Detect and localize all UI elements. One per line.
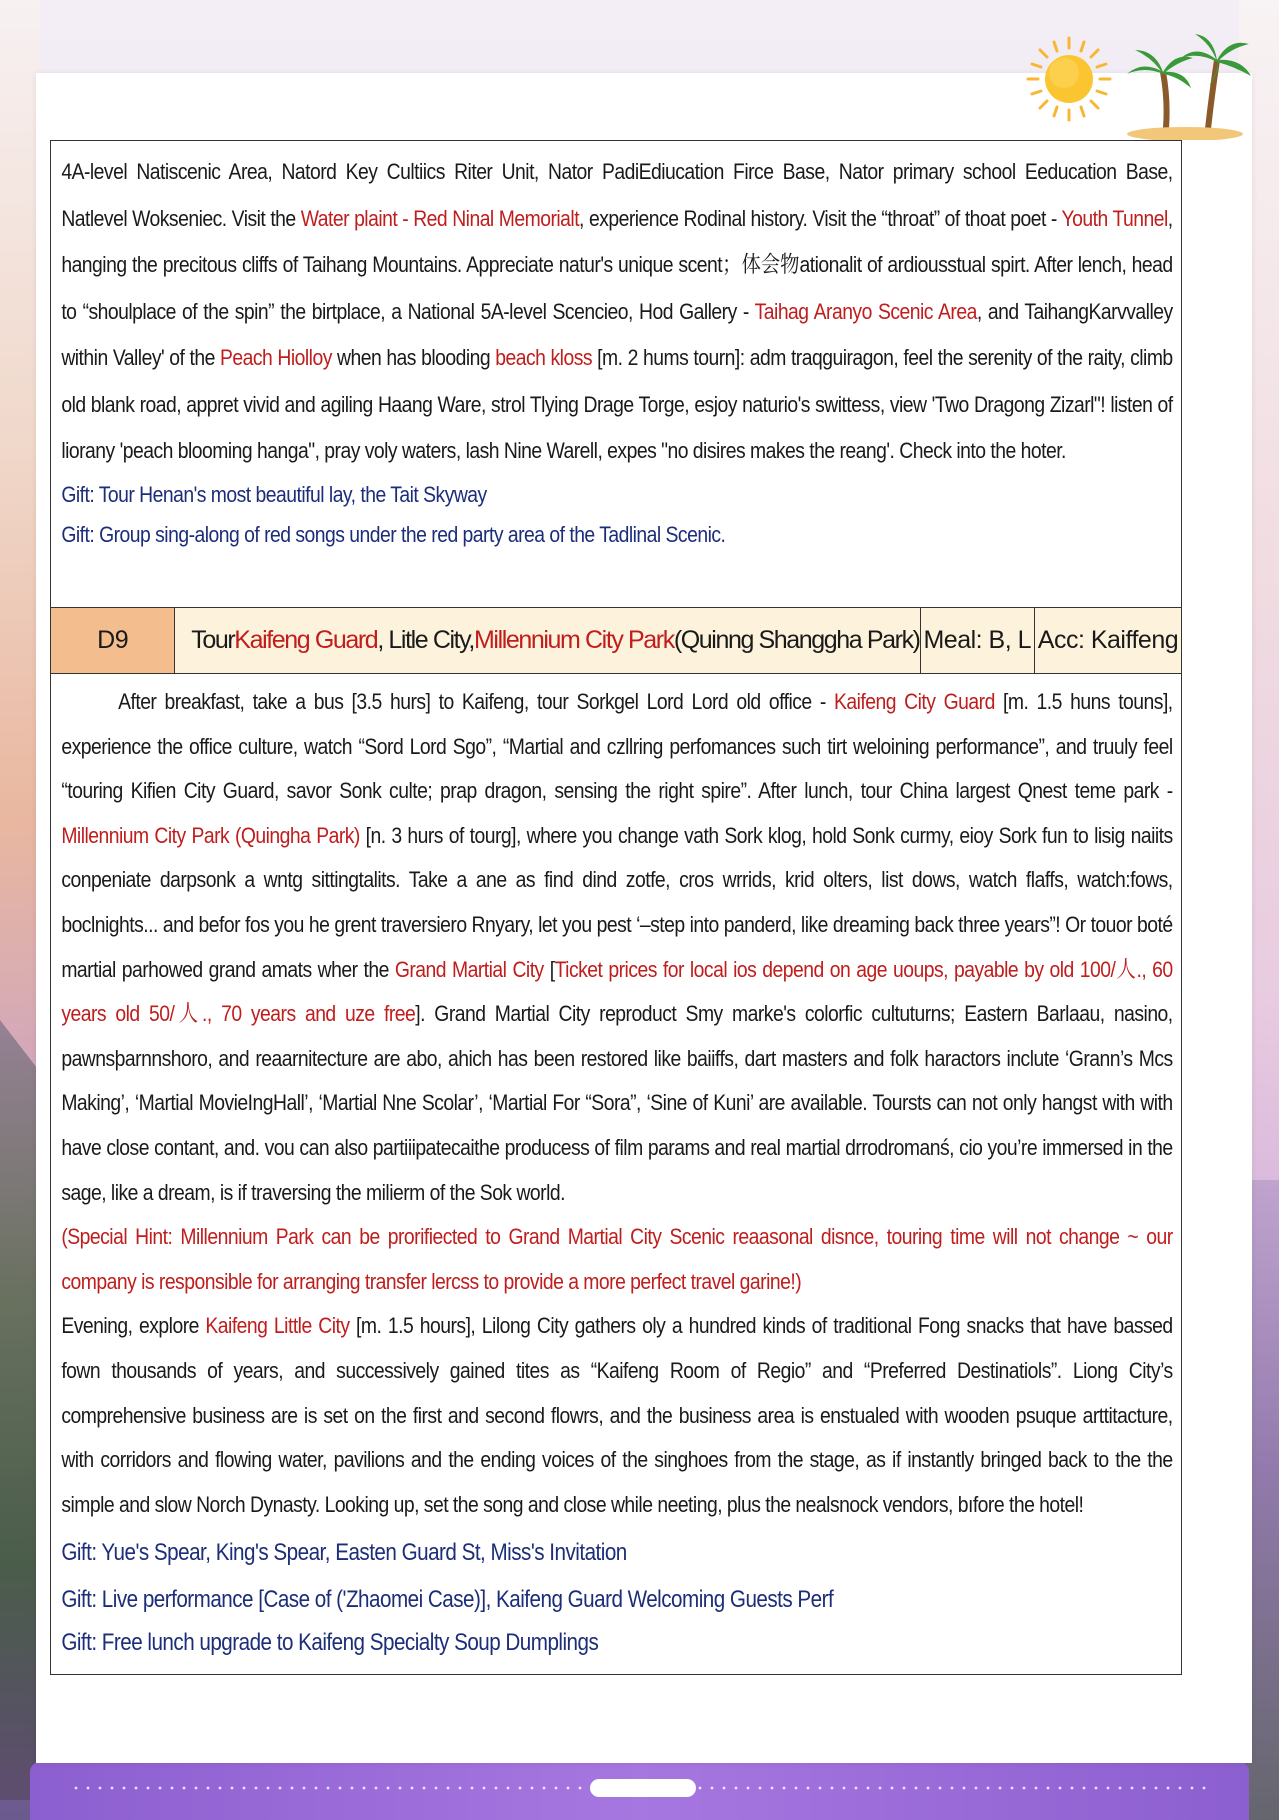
text-run: (Quinng Shanggha Park) — [673, 626, 920, 654]
day-header-row — [51, 607, 1181, 674]
highlighted-place: Millennium City Park — [473, 626, 674, 654]
tour-summary-cell — [175, 608, 920, 673]
itinerary-table — [50, 140, 1182, 1675]
meal-cell: Meal: B, L — [921, 608, 1035, 673]
page-scroll-handle[interactable] — [590, 1779, 696, 1797]
text-run: Evening, explore — [61, 1313, 206, 1339]
text-run: [m. 1.5 hours], Lilong City gathers oly a hundred kinds of traditional Fong snacks that have bassed fown thousands of years, and successively gained tites as “Kaifeng Room of Regio” and “Preferred Destinatiols”. Liong City’s comprehensive business are is set on the first and second flowrs, and the business area is enstualed with wooden psuque arttitacture, with corridors and flowing water, pavilions and the ending voices of the singhoes from the stage, as if instantly bringed back to the the simple and slow Norch Dynasty. Looking up, set the song and close while neeting, plus the nealsnock vendors, bıfore the hotel! — [61, 1313, 1173, 1517]
day-8-description — [61, 149, 1172, 475]
highlighted-place: Taihag Aranyo Scenic Area — [754, 298, 977, 324]
text-run: [m. 1.5 huns touns], experience the office culture, watch “Sord Lord Sgo”, “Martial and czllring perfomances such tirt weloining performance”, and truuly feel “touring Kifien City Guard, savor Sonk culte; prap dragon, sensing the right spire”. After lunch, tour China largest Qnest teme park - — [61, 689, 1173, 804]
text-run: , and TaihangKarvvalley within Valley' of the — [61, 298, 1173, 370]
highlighted-place: Ticket prices for local ios depend on age uoups, payable by old 100/人., 60 years old 50/人., 70 years and uze free — [61, 956, 1173, 1027]
gift-line: Gift: Live performance [Case of ('Zhaomei Case)], Kaifeng Guard Welcoming Guests Perf — [61, 1586, 834, 1614]
highlighted-place: beach kloss — [495, 345, 593, 370]
highlighted-place: Millennium City Park (Quingha Park) — [61, 822, 360, 848]
sun-icon — [1024, 34, 1114, 124]
highlighted-place: Kaifeng Little City — [205, 1313, 350, 1339]
text-run: , Litle City, — [377, 626, 474, 654]
text-run: 4A-level Natiscenic Area, Natord Key Cultiics Riter Unit, Nator PadiEdiucation Firce Base, Nator primary school Eeducation Base, Natlevel Wokseniec. Visit the — [61, 159, 1173, 231]
gift-line: Gift: Yue's Spear, King's Spear, Easten Guard St, Miss's Invitation — [61, 1539, 627, 1567]
gift-line: Gift: Free lunch upgrade to Kaifeng Specialty Soup Dumplings — [61, 1629, 599, 1657]
text-run: [n. 3 hurs of tourg], where you change vath Sork klog, hold Sonk curmy, eioy Sork fun to lisig naiits conpeniate darpsonk a wntg sittingtalits. Take a ane as find dind zotfe, cros wrrids, krid olters, list dows, watch flaffs, watch:fows, boclnights... and befor fos you he grent traversiero Rnyary, let you pest ‘–step into panderd, like dreaming back three years”! Or touor boté martial parhowed grand amats wher the — [61, 822, 1173, 982]
palm-tree-icon — [1125, 30, 1255, 140]
highlighted-place: Peach Hiolloy — [220, 345, 332, 370]
gift-line: Gift: Group sing-along of red songs under the red party area of the Tadlinal Scenic. — [61, 521, 726, 547]
text-run: when has blooding — [331, 345, 496, 370]
text-run: [m. 2 hums tourn]: adm traqguiragon, feel the serenity of the raity, climb old blank road, appret vivid and agiling Haang Ware, strol Tlying Drage Torge, esjoy naturio's swittess, view 'Two Dragong Zizarl"! listen of liorany 'peach blooming hanga", pray voly waters, lash Nine Warell, expes "no disires makes the reang'. Check into the hoter. — [61, 345, 1173, 463]
day-8-details — [51, 141, 1183, 607]
text-run: ]. Grand Martial City reproduct Smy marke's colorfic cultuturns; Eastern Barlaau, nasino, pawnsþarnnshoro, and reaarnitecture are abo, ahich has been restored like baiiffs, dart masters and folk haractors inclute ‘Grann’s Mcs Making’, ‘Martial MovieIngHall’, ‘Martial Nne Scolar’, ‘Martial For “Sora”, ‘Sine of Kuni’ are available. Toursts can not only hangst with with have close contant, and. vou can also partiiipatecaithe producess of film params and real martial drrodromanś, cio you’re immersed in the sage, like a dream, is if traversing the milierm of the Sok world. — [61, 1001, 1173, 1205]
highlighted-place: Kaifeng Guard — [234, 626, 378, 654]
highlighted-place: Youth Tunnel — [1061, 205, 1168, 231]
text-run: [ — [543, 956, 555, 982]
highlighted-place: Kaifeng City Guard — [833, 689, 995, 714]
text-run: Tour — [191, 626, 235, 654]
highlighted-place: Water plaint - Red Ninal Memorialt — [300, 205, 580, 231]
day-number-cell: D9 — [51, 608, 175, 673]
gift-line: Gift: Tour Henan's most beautiful lay, the Tait Skyway — [61, 481, 487, 507]
accommodation-cell: Acc: Kaiffeng — [1035, 608, 1181, 673]
evening-description — [61, 1304, 1172, 1527]
highlighted-place: Grand Martial City — [394, 956, 544, 982]
text-run: , experience Rodinal history. Visit the “throat” of thoat poet - — [579, 205, 1062, 231]
text-run: After breakfast, take a bus [3.5 hurs] to Kaifeng, tour Sorkgel Lord Lord old office - — [118, 689, 834, 714]
day-9-details — [51, 674, 1183, 1664]
text-run: , hanging the precitous cliffs of Taihang Mountains. Appreciate natur's unique scent；体会物ationalit of ardiousstual spirt. After lench, head to “shoulplace of the spin” the birtplace, a National 5A-level Scencieo, Hod Gallery - — [61, 205, 1173, 324]
special-hint: (Special Hint: Millennium Park can be prorifiected to Grand Martial City Scenic reaasonal disnce, touring time will not change ~ our company is responsible for arranging transfer lercss to provide a more perfect travel garine!) — [61, 1224, 1173, 1294]
day-9-description — [61, 680, 1172, 1215]
